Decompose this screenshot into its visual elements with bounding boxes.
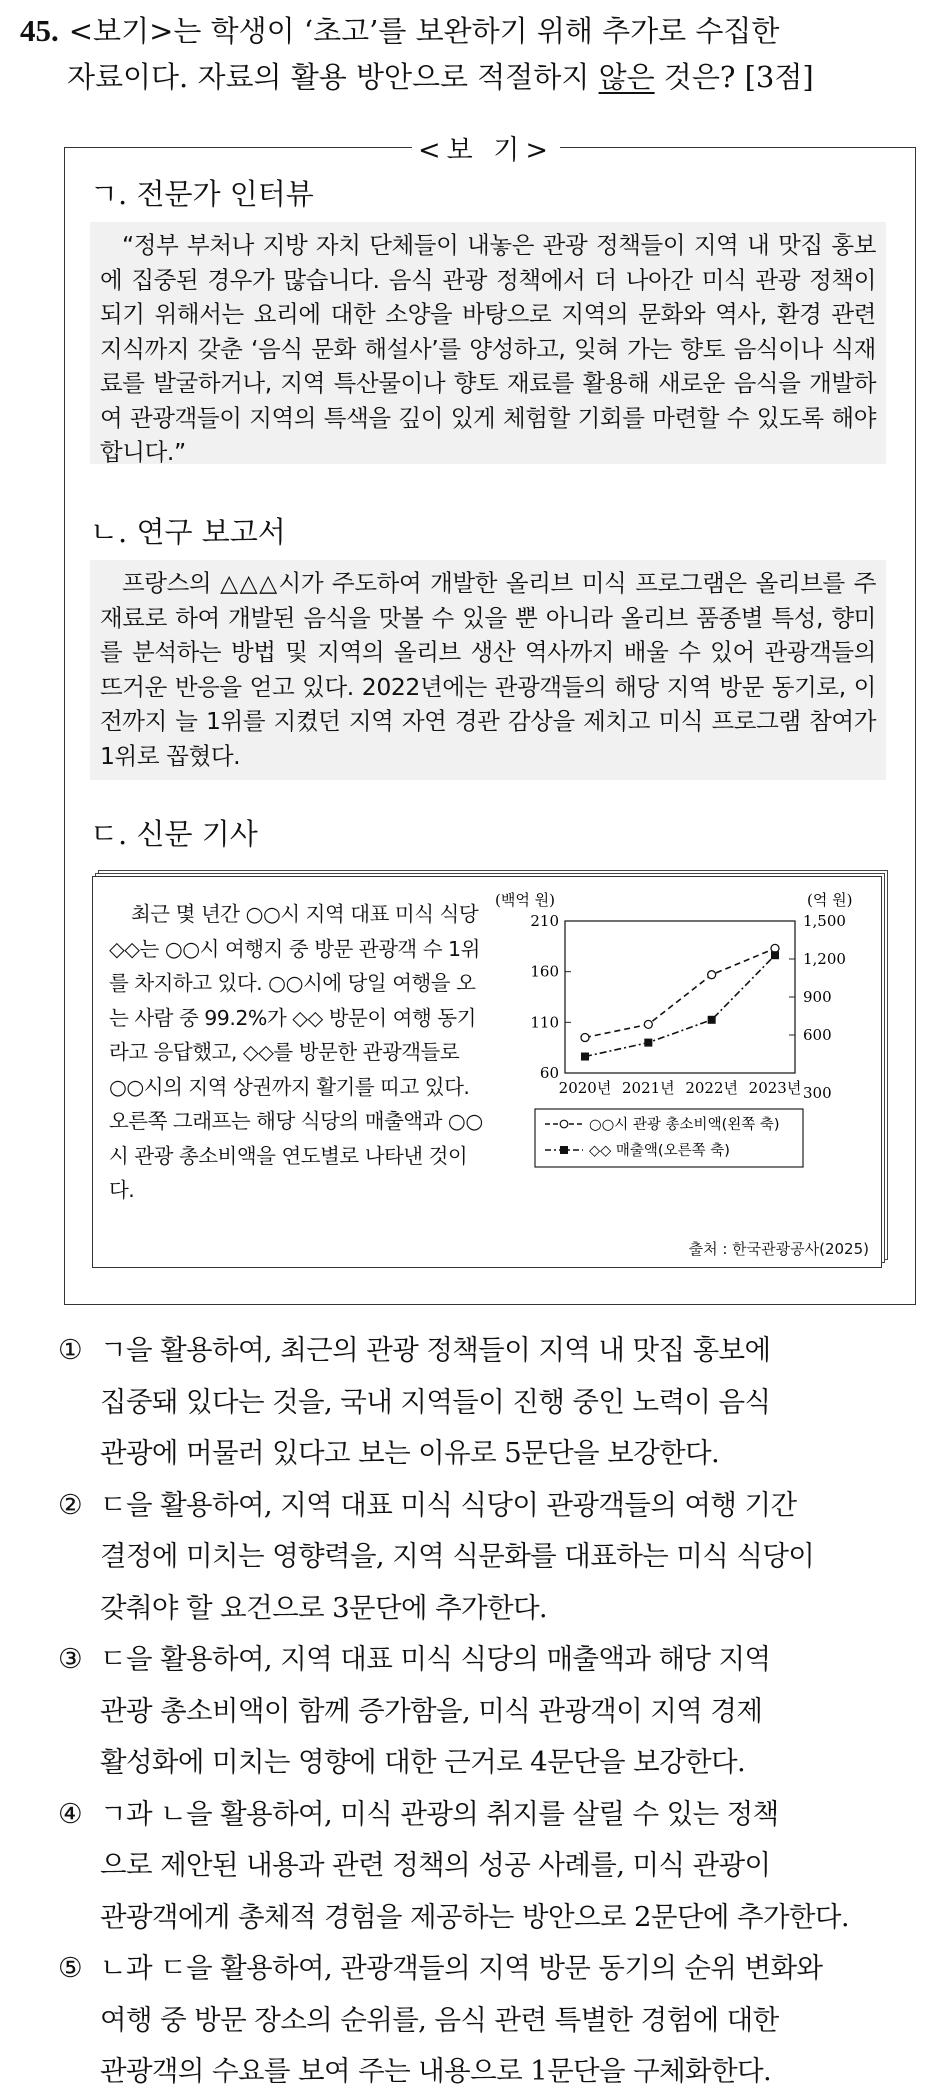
x-tick-label: 2020년 <box>558 1079 612 1097</box>
left-tick-label: 160 <box>530 962 559 981</box>
right-tick-label: 900 <box>803 988 832 1006</box>
option-line: 결정에 미치는 영향력을, 지역 식문화를 대표하는 미식 식당이 <box>100 1540 815 1572</box>
data-point-left <box>581 1034 589 1042</box>
x-tick-label: 2021년 <box>621 1079 675 1097</box>
data-point-left <box>708 971 716 979</box>
question-line2-post: 것은? [3점] <box>654 60 814 94</box>
option-line: ㄱ과 ㄴ을 활용하여, 미식 관광의 취지를 살릴 수 있는 정책 <box>100 1797 779 1830</box>
data-point-left <box>771 944 779 952</box>
section-c-title: ㄷ. 신문 기사 <box>90 817 258 851</box>
section-a-title: ㄱ. 전문가 인터뷰 <box>90 177 314 211</box>
left-tick-label: 110 <box>530 1013 559 1032</box>
x-tick-label: 2022년 <box>685 1079 739 1097</box>
option-line: 관광객에게 총체적 경험을 제공하는 방안으로 2문단에 추가한다. <box>100 1900 849 1933</box>
chart <box>495 891 875 1261</box>
legend-marker-1 <box>560 1120 568 1128</box>
data-point-right <box>581 1053 589 1061</box>
left-tick-label: 210 <box>530 912 559 930</box>
section-b-text: 프랑스의 △△△시가 주도하여 개발한 올리브 미식 프로그램은 올리브를 주재료로 하여 개발된 음식을 맛볼 수 있을 뿐 아니라 올리브 품종별 특성, 향미를 분석하는 방법 및 지역의 올리브 생산 역사까지 배울 수 있어 관광객들의 뜨거운 반응을 얻고 있다. 2022년에는 관광객들의 해당 지역 방문 동기로, 이전까지 늘 1위를 지켰던 지역 자연 경관 감상을 제치고 미식 프로그램 참여가 1위로 꼽혔다. <box>100 569 876 770</box>
plot-frame <box>565 921 795 1073</box>
option-line: 관광에 머물러 있다고 보는 이유로 5문단을 보강한다. <box>100 1437 720 1469</box>
chart-svg <box>495 891 875 1221</box>
data-point-right <box>771 951 779 959</box>
option-2[interactable] <box>58 1480 918 1635</box>
section-c-text: 최근 몇 년간 ○○시 지역 대표 미식 식당 ◇◇는 ○○시 여행지 중 방문 관광객 수 1위를 차지하고 있다. ○○시에 당일 여행을 오는 사람 중 99.2%가 ◇◇ 방문이 여행 동기라고 응답했고, ◇◇를 방문한 관광객들로 ○○시의 지역 상권까지 활기를 띠고 있다. 오른쪽 그래프는 해당 식당의 매출액과 ○○시 관광 총소비액을 연도별로 나타낸 것이다. <box>109 902 483 1202</box>
data-point-left <box>644 1020 652 1028</box>
option-line: 집중돼 있다는 것을, 국내 지역들이 진행 중인 노력이 음식 <box>100 1385 771 1418</box>
option-marker: ② <box>58 1488 83 1521</box>
answer-options <box>58 1325 918 2098</box>
right-axis-unit: (억 원) <box>807 891 853 909</box>
section-b-panel <box>90 560 886 780</box>
option-line: ㄷ을 활용하여, 지역 대표 미식 식당이 관광객들의 여행 기간 <box>100 1488 797 1521</box>
legend-label-2: ◇◇ 매출액(오른쪽 축) <box>589 1143 730 1159</box>
option-line: ㄱ을 활용하여, 최근의 관광 정책들이 지역 내 맛집 홍보에 <box>100 1334 771 1366</box>
data-point-right <box>644 1039 652 1047</box>
question-header <box>20 8 920 100</box>
option-line: 으로 제안된 내용과 관련 정책의 성공 사례를, 미식 관광이 <box>100 1849 771 1881</box>
data-point-right <box>708 1016 716 1024</box>
option-marker: ③ <box>58 1643 83 1675</box>
option-line: 관광객의 수요를 보여 주는 내용으로 1문단을 구체화한다. <box>100 2055 772 2087</box>
option-line: 여행 중 방문 장소의 순위를, 음식 관련 특별한 경험에 대한 <box>100 2003 779 2036</box>
question-number: 45. <box>20 13 59 48</box>
news-article <box>92 876 892 1276</box>
option-marker: ④ <box>58 1797 83 1830</box>
question-line2-pre: 자료이다. 자료의 활용 방안으로 적절하지 <box>67 60 599 94</box>
option-1[interactable] <box>58 1325 918 1480</box>
option-line: 갖춰야 할 요건으로 3문단에 추가한다. <box>100 1591 548 1624</box>
option-4[interactable] <box>58 1789 918 1944</box>
option-5[interactable] <box>58 1943 918 2098</box>
option-line: 관광 총소비액이 함께 증가함을, 미식 관광객이 지역 경제 <box>100 1694 763 1727</box>
right-tick-label: 600 <box>803 1026 832 1044</box>
news-text-block <box>109 897 489 1208</box>
question-line1: <보기>는 학생이 ‘초고’를 보완하기 위해 추가로 수집한 <box>68 14 780 48</box>
left-axis-unit: (백억 원) <box>495 891 555 909</box>
bogi-title: <보 기> <box>412 128 560 167</box>
left-tick-label: 60 <box>539 1064 559 1082</box>
question-underlined-word: 않은 <box>598 60 655 94</box>
legend-marker-2 <box>560 1146 568 1154</box>
option-marker: ⑤ <box>58 1952 83 1984</box>
option-3[interactable] <box>58 1634 918 1789</box>
section-a-text: “정부 부처나 지방 자치 단체들이 내놓은 관광 정책들이 지역 내 맛집 홍보에 집중된 경우가 많습니다. 음식 관광 정책에서 더 나아간 미식 관광 정책이 되기 위해서는 요리에 대한 소양을 바탕으로 지역의 문화와 역사, 환경 관련 지식까지 갖춘 ‘음식 문화 해설사’를 양성하고, 잊혀 가는 향토 음식이나 식재료를 발굴하거나, 지역 특산물이나 향토 재료를 활용해 새로운 음식을 개발하여 관광객들이 지역의 특색을 깊이 있게 체험할 기회를 마련할 수 있도록 해야 합니다.” <box>100 231 876 466</box>
source-citation: 출처 : 한국관광공사(2025) <box>688 1240 869 1258</box>
series-line-2 <box>585 955 775 1056</box>
right-tick-label: 1,200 <box>803 950 846 968</box>
x-tick-label: 2023년 <box>748 1079 802 1097</box>
option-marker: ① <box>58 1334 83 1366</box>
option-line: ㄷ을 활용하여, 지역 대표 미식 식당의 매출액과 해당 지역 <box>100 1643 771 1675</box>
right-tick-label: 1,500 <box>803 912 846 930</box>
right-tick-label: 300 <box>803 1084 832 1102</box>
series-line-1 <box>585 948 775 1037</box>
section-b-title: ㄴ. 연구 보고서 <box>90 515 286 549</box>
legend-label-1: ○○시 관광 총소비액(왼쪽 축) <box>589 1117 780 1133</box>
option-line: ㄴ과 ㄷ을 활용하여, 관광객들의 지역 방문 동기의 순위 변화와 <box>100 1952 823 1984</box>
option-line: 활성화에 미치는 영향에 대한 근거로 4문단을 보강한다. <box>100 1746 746 1778</box>
section-a-panel <box>90 222 886 464</box>
